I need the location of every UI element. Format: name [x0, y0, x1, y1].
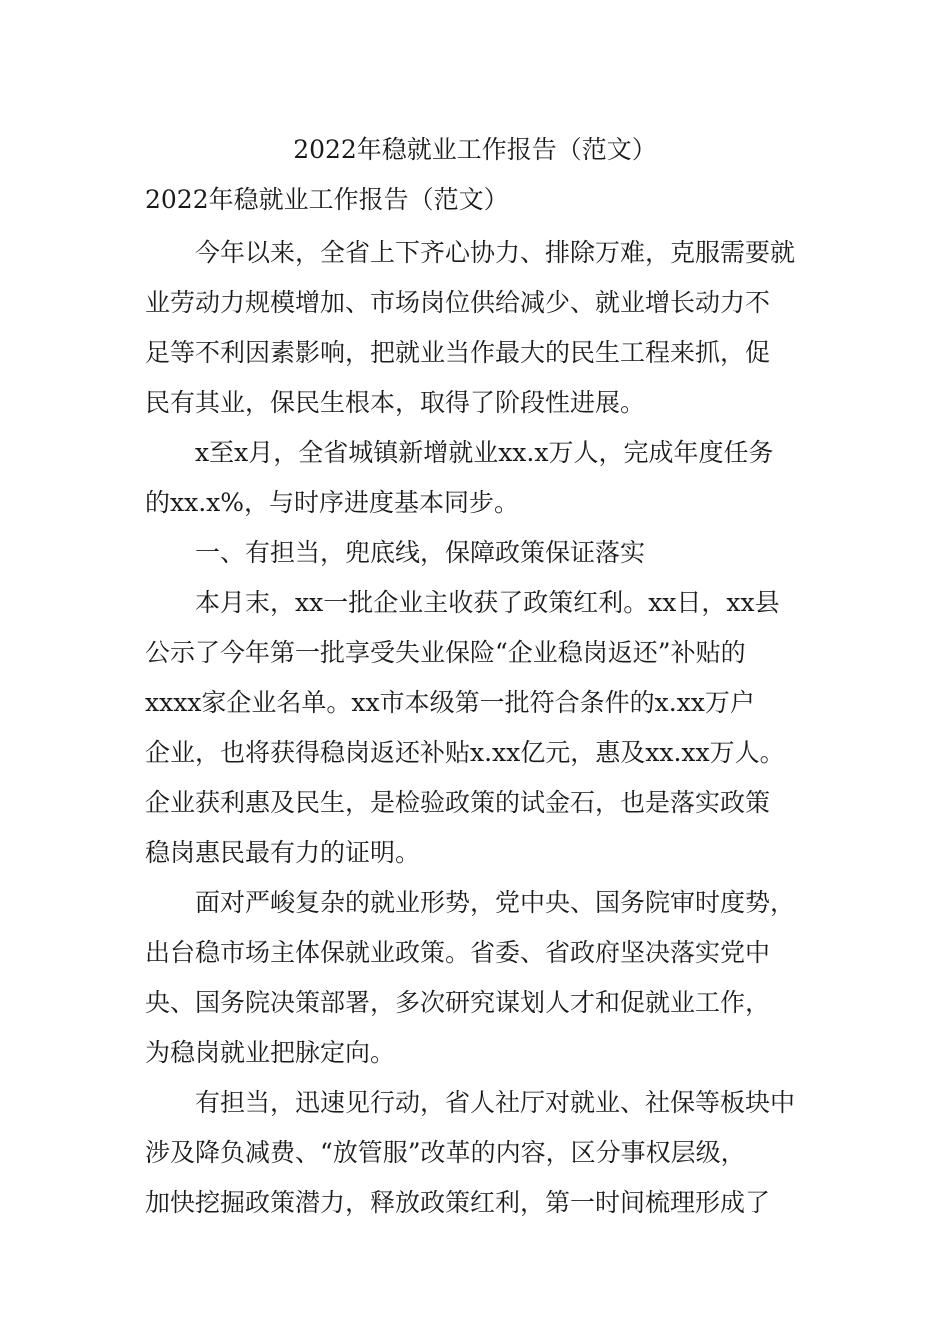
paragraph: x至x月，全省城镇新增就业xx.x万人，完成年度任务 的xx.x%，与时序进度基本同步。: [145, 438, 774, 517]
document-body: [145, 178, 825, 1228]
paragraph: 有担当，迅速见行动，省人社厅对就业、社保等板块中 涉及降负减费、“放管服”改革的内容，区分事权层级， 加快挖掘政策潜力，释放政策红利，第一时间梳理形成了: [145, 1088, 796, 1217]
section-heading: 一、有担当，兜底线，保障政策保证落实: [195, 538, 646, 567]
paragraph: 本月末，xx一批企业主收获了政策红利。xx日，xx县 公示了今年第一批享受失业保险“企业稳岗返还”补贴的 xxxx家企业名单。xx市本级第一批符合条件的x.xx万户 企业，也将获得稳岗返还补贴x.xx亿元，惠及xx.xx万人。 企业获利惠及民生，是检验政策的试金石，也是落实政策 稳岗惠民最有力的证明。: [145, 588, 785, 867]
document-title: 2022年稳就业工作报告（范文）: [293, 135, 657, 164]
document-subtitle: 2022年稳就业工作报告（范文）: [145, 185, 509, 214]
paragraph: 今年以来，全省上下齐心协力、排除万难，克服需要就 业劳动力规模增加、市场岗位供给减少、就业增长动力不 足等不利因素影响，把就业当作最大的民生工程来抓，促 民有其业，保民生根本，取得了阶段性进展。: [145, 238, 796, 417]
paragraph: 面对严峻复杂的就业形势，党中央、国务院审时度势， 出台稳市场主体保就业政策。省委、省政府坚决落实党中 央、国务院决策部署，多次研究谋划人才和促就业工作， 为稳岗就业把脉定向。: [145, 888, 796, 1067]
